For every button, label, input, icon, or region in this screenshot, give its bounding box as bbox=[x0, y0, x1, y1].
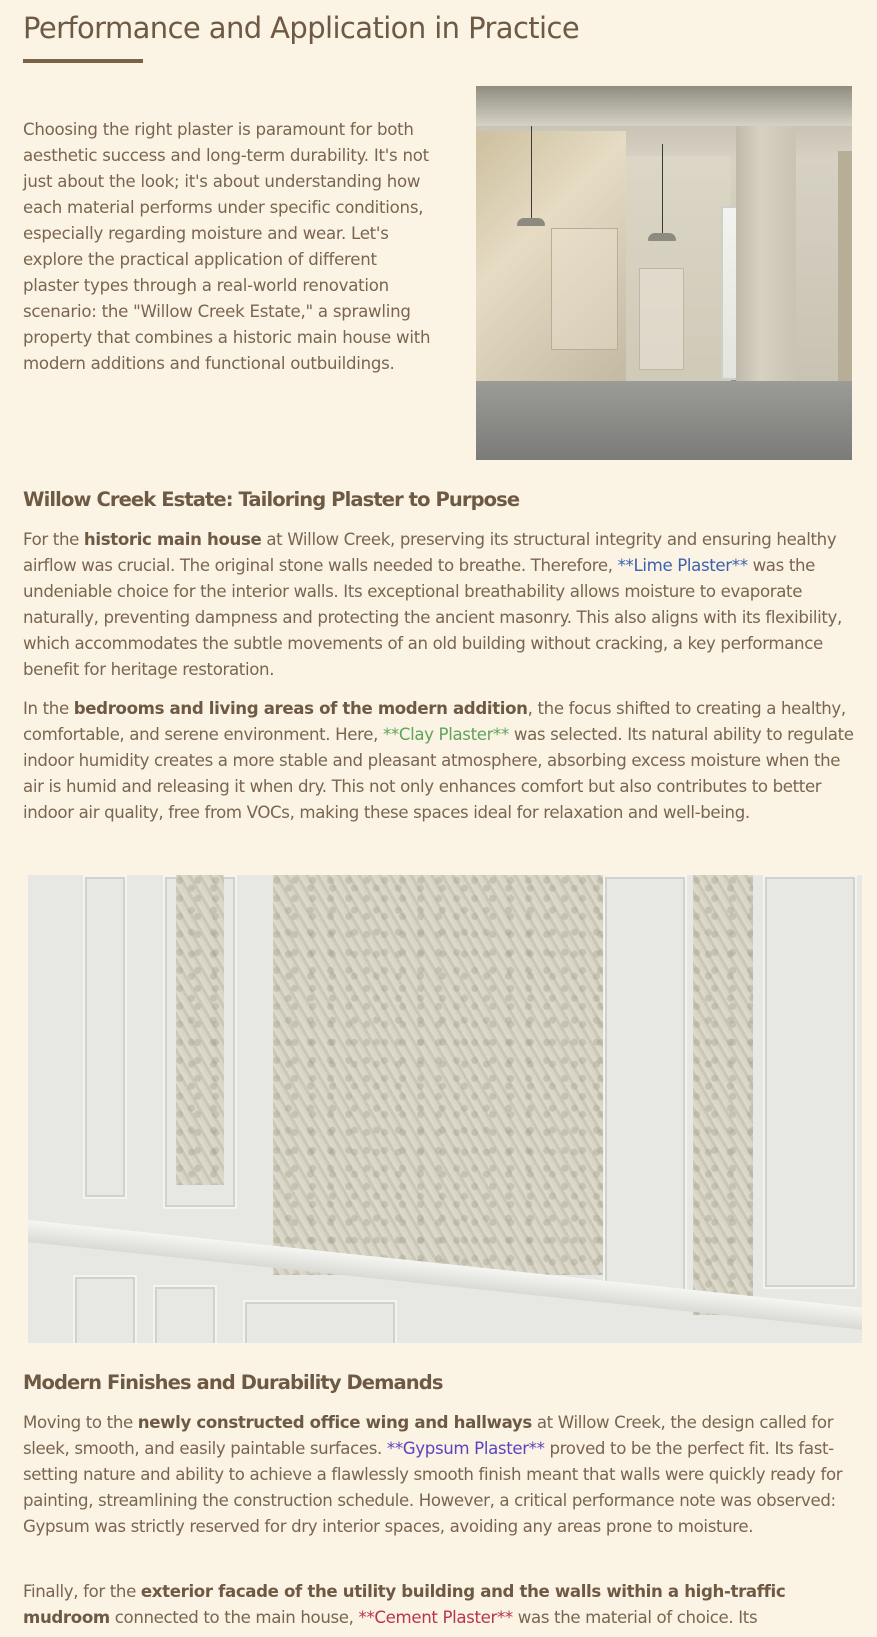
textured-wall-photo bbox=[28, 875, 862, 1343]
text: at Willow Creek, preserving its structural integrity and ensuring healthy airflow was crucial. The original stone walls needed to breathe. Therefore, bbox=[23, 530, 837, 575]
text: connected to the main house, bbox=[109, 1608, 359, 1627]
lime-plaster-highlight: **Lime Plaster** bbox=[617, 556, 748, 575]
clay-plaster-highlight: **Clay Plaster** bbox=[382, 725, 509, 744]
text: Moving to the bbox=[23, 1413, 138, 1432]
pendant-lamp-cord bbox=[662, 144, 663, 236]
photo-ceiling bbox=[476, 86, 852, 126]
paragraph-cement-plaster bbox=[23, 1579, 863, 1631]
photo-wall-right bbox=[796, 161, 841, 386]
cement-plaster-highlight: **Cement Plaster** bbox=[358, 1608, 513, 1627]
photo-wainscot-panel bbox=[243, 1300, 397, 1343]
bold-text: exterior facade of the utility building and the walls within a high-traffic mudroom bbox=[23, 1582, 786, 1627]
pendant-lamp-icon bbox=[517, 218, 545, 226]
page-title: Performance and Application in Practice bbox=[23, 11, 580, 45]
room-plaster-photo bbox=[476, 86, 852, 460]
photo-wainscot-panel bbox=[73, 1275, 137, 1343]
paragraph-lime-plaster bbox=[23, 527, 863, 683]
text: , the focus shifted to creating a healthy, comfortable, and serene environment. Here, bbox=[23, 699, 846, 744]
bold-text: historic main house bbox=[83, 530, 262, 549]
section-heading-modern-finishes: Modern Finishes and Durability Demands bbox=[23, 1371, 443, 1394]
section-heading-willow-creek: Willow Creek Estate: Tailoring Plaster to Purpose bbox=[23, 488, 520, 511]
bold-text: newly constructed office wing and hallways bbox=[137, 1413, 532, 1432]
text: proved to be the perfect fit. Its fast-setting nature and ability to achieve a flawlessly smooth finish meant that walls were quickly ready for painting, streamlining the construction schedule. However, a critical performance note was observed: Gypsum was strictly reserved for dry interior spaces, avoiding any areas prone to moisture. bbox=[23, 1439, 843, 1536]
photo-floor bbox=[476, 381, 852, 460]
paragraph-gypsum-plaster bbox=[23, 1410, 863, 1540]
photo-texture bbox=[176, 875, 224, 1185]
text: was the material of choice. Its bbox=[512, 1608, 758, 1627]
photo-panel bbox=[551, 228, 618, 350]
text: For the bbox=[23, 530, 84, 549]
photo-wainscot-panel bbox=[153, 1285, 217, 1343]
text: at Willow Creek, the design called for sleek, smooth, and easily paintable surfaces. bbox=[23, 1413, 834, 1458]
text: was selected. Its natural ability to regulate indoor humidity creates a more stable and pleasant atmosphere, absorbing excess moisture when the air is humid and releasing it when dry. This not only enhances comfort but also contributes to better indoor air quality, free from VOCs, making these spaces ideal for relaxation and well-being. bbox=[23, 725, 854, 822]
text: was the undeniable choice for the interior walls. Its exceptional breathability allows moisture to evaporate naturally, preventing dampness and protecting the ancient masonry. This also aligns with its flexibility, which accommodates the subtle movements of an old building without cracking, a key performance benefit for heritage restoration. bbox=[23, 556, 842, 679]
intro-paragraph: Choosing the right plaster is paramount for both aesthetic success and long-term durability. It's not just about the look; it's about understanding how each material performs under specific conditions, especially regarding moisture and wear. Let's explore the practical application of different plaster types through a real-world renovation scenario: the "Willow Creek Estate," a sprawling property that combines a historic main house with modern additions and functional outbuildings. bbox=[23, 120, 431, 373]
photo-moulding bbox=[603, 875, 687, 1299]
text: Finally, for the bbox=[23, 1582, 141, 1601]
pendant-lamp-icon bbox=[648, 233, 676, 241]
pendant-lamp-cord bbox=[531, 126, 532, 221]
gypsum-plaster-highlight: **Gypsum Plaster** bbox=[386, 1439, 545, 1458]
text: In the bbox=[23, 699, 74, 718]
photo-panel bbox=[639, 268, 684, 370]
bold-text: bedrooms and living areas of the modern addition bbox=[73, 699, 528, 718]
photo-moulding bbox=[763, 875, 857, 1289]
paragraph-clay-plaster bbox=[23, 696, 863, 826]
photo-moulding bbox=[83, 875, 127, 1199]
photo-texture bbox=[693, 875, 753, 1315]
title-underline bbox=[23, 59, 143, 63]
photo-texture-main bbox=[273, 875, 603, 1275]
